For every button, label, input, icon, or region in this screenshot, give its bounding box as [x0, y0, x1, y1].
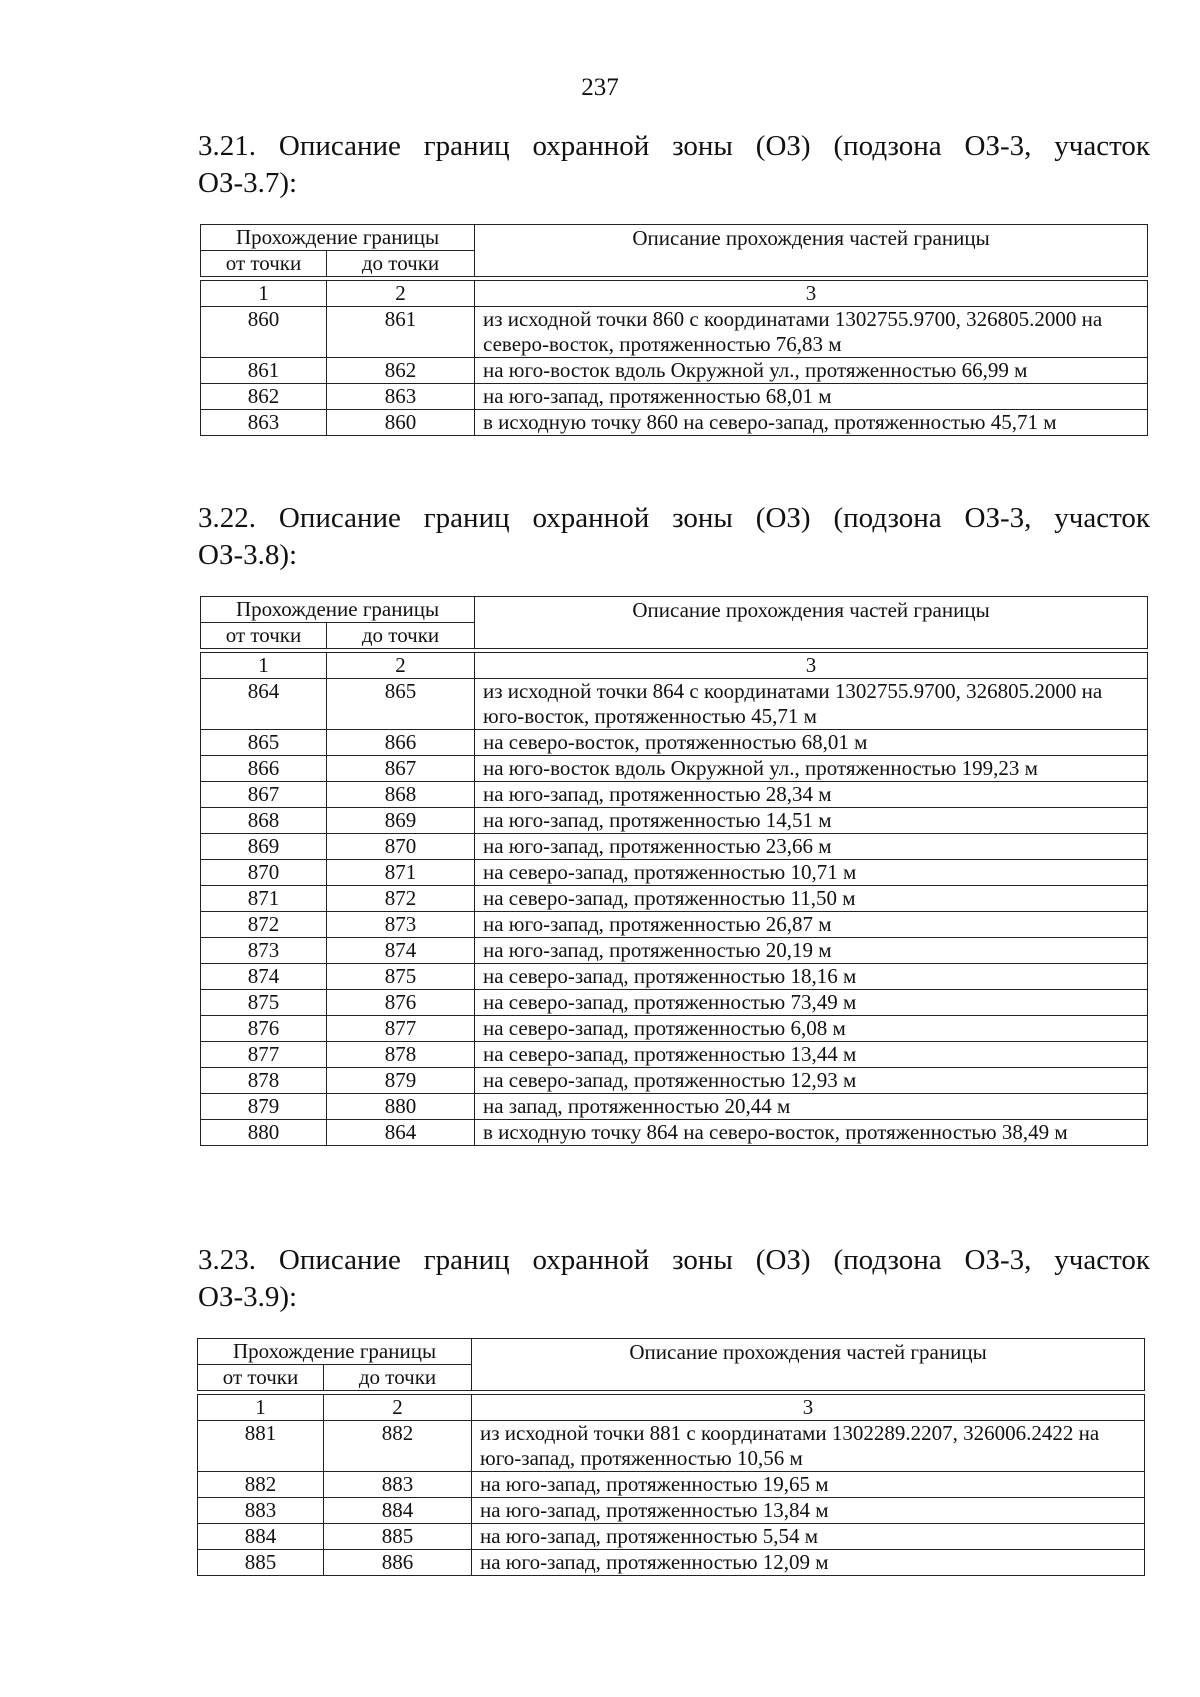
from-point-cell: 862 — [201, 384, 327, 410]
header-from-point: от точки — [201, 251, 327, 277]
column-number-1: 1 — [201, 281, 327, 307]
to-point-cell: 866 — [327, 730, 475, 756]
header-boundary-passage: Прохождение границы — [198, 1339, 472, 1365]
table-row — [201, 756, 1148, 782]
to-point-cell: 863 — [327, 384, 475, 410]
column-numbers-row — [201, 653, 1148, 679]
section-3-23-heading: 3.23. Описание границ охранной зоны (ОЗ) (подзона ОЗ-3, участок — [198, 1244, 1150, 1276]
to-point-cell: 886 — [324, 1550, 472, 1576]
description-cell: из исходной точки 864 с координатами 1302755.9700, 326805.2000 на юго-восток, протяженностью 45,71 м — [475, 679, 1148, 730]
from-point-cell: 885 — [198, 1550, 324, 1576]
description-cell: на северо-запад, протяженностью 12,93 м — [475, 1068, 1148, 1094]
header-to-point: до точки — [324, 1365, 472, 1391]
description-cell: в исходную точку 864 на северо-восток, протяженностью 38,49 м — [475, 1120, 1148, 1146]
to-point-cell: 865 — [327, 679, 475, 730]
description-cell: на юго-запад, протяженностью 68,01 м — [475, 384, 1148, 410]
section-3-21-heading: 3.21. Описание границ охранной зоны (ОЗ) (подзона ОЗ-3, участок — [198, 130, 1150, 162]
section-3-23-heading-cont: ОЗ-3.9): — [198, 1281, 298, 1313]
header-from-point: от точки — [198, 1365, 324, 1391]
table-row — [201, 990, 1148, 1016]
to-point-cell: 870 — [327, 834, 475, 860]
to-point-cell: 873 — [327, 912, 475, 938]
to-point-cell: 880 — [327, 1094, 475, 1120]
to-point-cell: 879 — [327, 1068, 475, 1094]
header-to-point: до точки — [327, 251, 475, 277]
table-row — [201, 679, 1148, 730]
table-row — [201, 1042, 1148, 1068]
description-cell: на северо-запад, протяженностью 13,44 м — [475, 1042, 1148, 1068]
description-cell: на юго-запад, протяженностью 19,65 м — [472, 1472, 1145, 1498]
column-number-3: 3 — [472, 1395, 1145, 1421]
description-cell: на северо-запад, протяженностью 73,49 м — [475, 990, 1148, 1016]
table-row — [201, 358, 1148, 384]
table-header — [200, 224, 1148, 277]
description-cell: на северо-запад, протяженностью 10,71 м — [475, 860, 1148, 886]
table-row — [201, 730, 1148, 756]
description-cell: на юго-восток вдоль Окружной ул., протяженностью 66,99 м — [475, 358, 1148, 384]
description-cell: на юго-восток вдоль Окружной ул., протяженностью 199,23 м — [475, 756, 1148, 782]
table-row — [201, 834, 1148, 860]
page-number: 237 — [581, 74, 619, 101]
table-body — [200, 280, 1148, 436]
to-point-cell: 878 — [327, 1042, 475, 1068]
header-description: Описание прохождения частей границы — [472, 1339, 1145, 1391]
table-row — [201, 410, 1148, 436]
table-header — [200, 596, 1148, 649]
table-row — [201, 964, 1148, 990]
description-cell: на северо-запад, протяженностью 6,08 м — [475, 1016, 1148, 1042]
to-point-cell: 860 — [327, 410, 475, 436]
from-point-cell: 867 — [201, 782, 327, 808]
table-row — [201, 860, 1148, 886]
header-to-point: до точки — [327, 623, 475, 649]
from-point-cell: 882 — [198, 1472, 324, 1498]
table-row — [198, 1472, 1145, 1498]
description-cell: на северо-восток, протяженностью 68,01 м — [475, 730, 1148, 756]
from-point-cell: 873 — [201, 938, 327, 964]
to-point-cell: 874 — [327, 938, 475, 964]
from-point-cell: 865 — [201, 730, 327, 756]
table-row — [201, 1094, 1148, 1120]
from-point-cell: 875 — [201, 990, 327, 1016]
to-point-cell: 868 — [327, 782, 475, 808]
to-point-cell: 861 — [327, 307, 475, 358]
table-row — [201, 938, 1148, 964]
table-body — [197, 1394, 1145, 1576]
header-from-point: от точки — [201, 623, 327, 649]
to-point-cell: 871 — [327, 860, 475, 886]
from-point-cell: 884 — [198, 1524, 324, 1550]
to-point-cell: 882 — [324, 1421, 472, 1472]
to-point-cell: 869 — [327, 808, 475, 834]
to-point-cell: 864 — [327, 1120, 475, 1146]
table-row — [201, 384, 1148, 410]
table-row — [201, 886, 1148, 912]
from-point-cell: 881 — [198, 1421, 324, 1472]
table-row — [201, 1120, 1148, 1146]
column-number-3: 3 — [475, 653, 1148, 679]
description-cell: в исходную точку 860 на северо-запад, протяженностью 45,71 м — [475, 410, 1148, 436]
column-numbers-row — [201, 281, 1148, 307]
section-3-22-heading-cont: ОЗ-3.8): — [198, 539, 298, 571]
table-row — [198, 1421, 1145, 1472]
column-number-1: 1 — [201, 653, 327, 679]
table-row — [201, 1016, 1148, 1042]
header-boundary-passage: Прохождение границы — [201, 597, 475, 623]
table-row — [198, 1550, 1145, 1576]
from-point-cell: 863 — [201, 410, 327, 436]
table-row — [201, 307, 1148, 358]
description-cell: на северо-запад, протяженностью 11,50 м — [475, 886, 1148, 912]
column-number-1: 1 — [198, 1395, 324, 1421]
from-point-cell: 861 — [201, 358, 327, 384]
column-numbers-row — [198, 1395, 1145, 1421]
from-point-cell: 870 — [201, 860, 327, 886]
to-point-cell: 867 — [327, 756, 475, 782]
from-point-cell: 883 — [198, 1498, 324, 1524]
to-point-cell: 872 — [327, 886, 475, 912]
description-cell: из исходной точки 881 с координатами 1302289.2207, 326006.2422 на юго-запад, протяженностью 10,56 м — [472, 1421, 1145, 1472]
to-point-cell: 876 — [327, 990, 475, 1016]
table-body — [200, 652, 1148, 1146]
from-point-cell: 871 — [201, 886, 327, 912]
header-boundary-passage: Прохождение границы — [201, 225, 475, 251]
from-point-cell: 866 — [201, 756, 327, 782]
description-cell: на юго-запад, протяженностью 14,51 м — [475, 808, 1148, 834]
table-row — [198, 1524, 1145, 1550]
boundary-table-3-21 — [200, 224, 1148, 436]
description-cell: на юго-запад, протяженностью 26,87 м — [475, 912, 1148, 938]
description-cell: на юго-запад, протяженностью 5,54 м — [472, 1524, 1145, 1550]
description-cell: на юго-запад, протяженностью 13,84 м — [472, 1498, 1145, 1524]
from-point-cell: 876 — [201, 1016, 327, 1042]
description-cell: на юго-запад, протяженностью 20,19 м — [475, 938, 1148, 964]
from-point-cell: 874 — [201, 964, 327, 990]
to-point-cell: 875 — [327, 964, 475, 990]
from-point-cell: 880 — [201, 1120, 327, 1146]
description-cell: на юго-запад, протяженностью 12,09 м — [472, 1550, 1145, 1576]
description-cell: на запад, протяженностью 20,44 м — [475, 1094, 1148, 1120]
section-3-22-heading: 3.22. Описание границ охранной зоны (ОЗ) (подзона ОЗ-3, участок — [198, 502, 1150, 534]
boundary-table-3-22 — [200, 596, 1148, 1146]
to-point-cell: 877 — [327, 1016, 475, 1042]
description-cell: на юго-запад, протяженностью 28,34 м — [475, 782, 1148, 808]
from-point-cell: 864 — [201, 679, 327, 730]
from-point-cell: 869 — [201, 834, 327, 860]
from-point-cell: 872 — [201, 912, 327, 938]
to-point-cell: 884 — [324, 1498, 472, 1524]
column-number-2: 2 — [327, 281, 475, 307]
column-number-2: 2 — [324, 1395, 472, 1421]
column-number-3: 3 — [475, 281, 1148, 307]
header-description: Описание прохождения частей границы — [475, 225, 1148, 277]
description-cell: на юго-запад, протяженностью 23,66 м — [475, 834, 1148, 860]
to-point-cell: 885 — [324, 1524, 472, 1550]
table-row — [201, 912, 1148, 938]
from-point-cell: 860 — [201, 307, 327, 358]
description-cell: из исходной точки 860 с координатами 1302755.9700, 326805.2000 на северо-восток, протяженностью 76,83 м — [475, 307, 1148, 358]
table-row — [198, 1498, 1145, 1524]
from-point-cell: 879 — [201, 1094, 327, 1120]
to-point-cell: 862 — [327, 358, 475, 384]
boundary-table-3-23 — [197, 1338, 1145, 1576]
section-3-21-heading-cont: ОЗ-3.7): — [198, 167, 298, 199]
description-cell: на северо-запад, протяженностью 18,16 м — [475, 964, 1148, 990]
table-row — [201, 808, 1148, 834]
to-point-cell: 883 — [324, 1472, 472, 1498]
table-row — [201, 1068, 1148, 1094]
header-description: Описание прохождения частей границы — [475, 597, 1148, 649]
table-row — [201, 782, 1148, 808]
column-number-2: 2 — [327, 653, 475, 679]
from-point-cell: 868 — [201, 808, 327, 834]
from-point-cell: 877 — [201, 1042, 327, 1068]
from-point-cell: 878 — [201, 1068, 327, 1094]
table-header — [197, 1338, 1145, 1391]
